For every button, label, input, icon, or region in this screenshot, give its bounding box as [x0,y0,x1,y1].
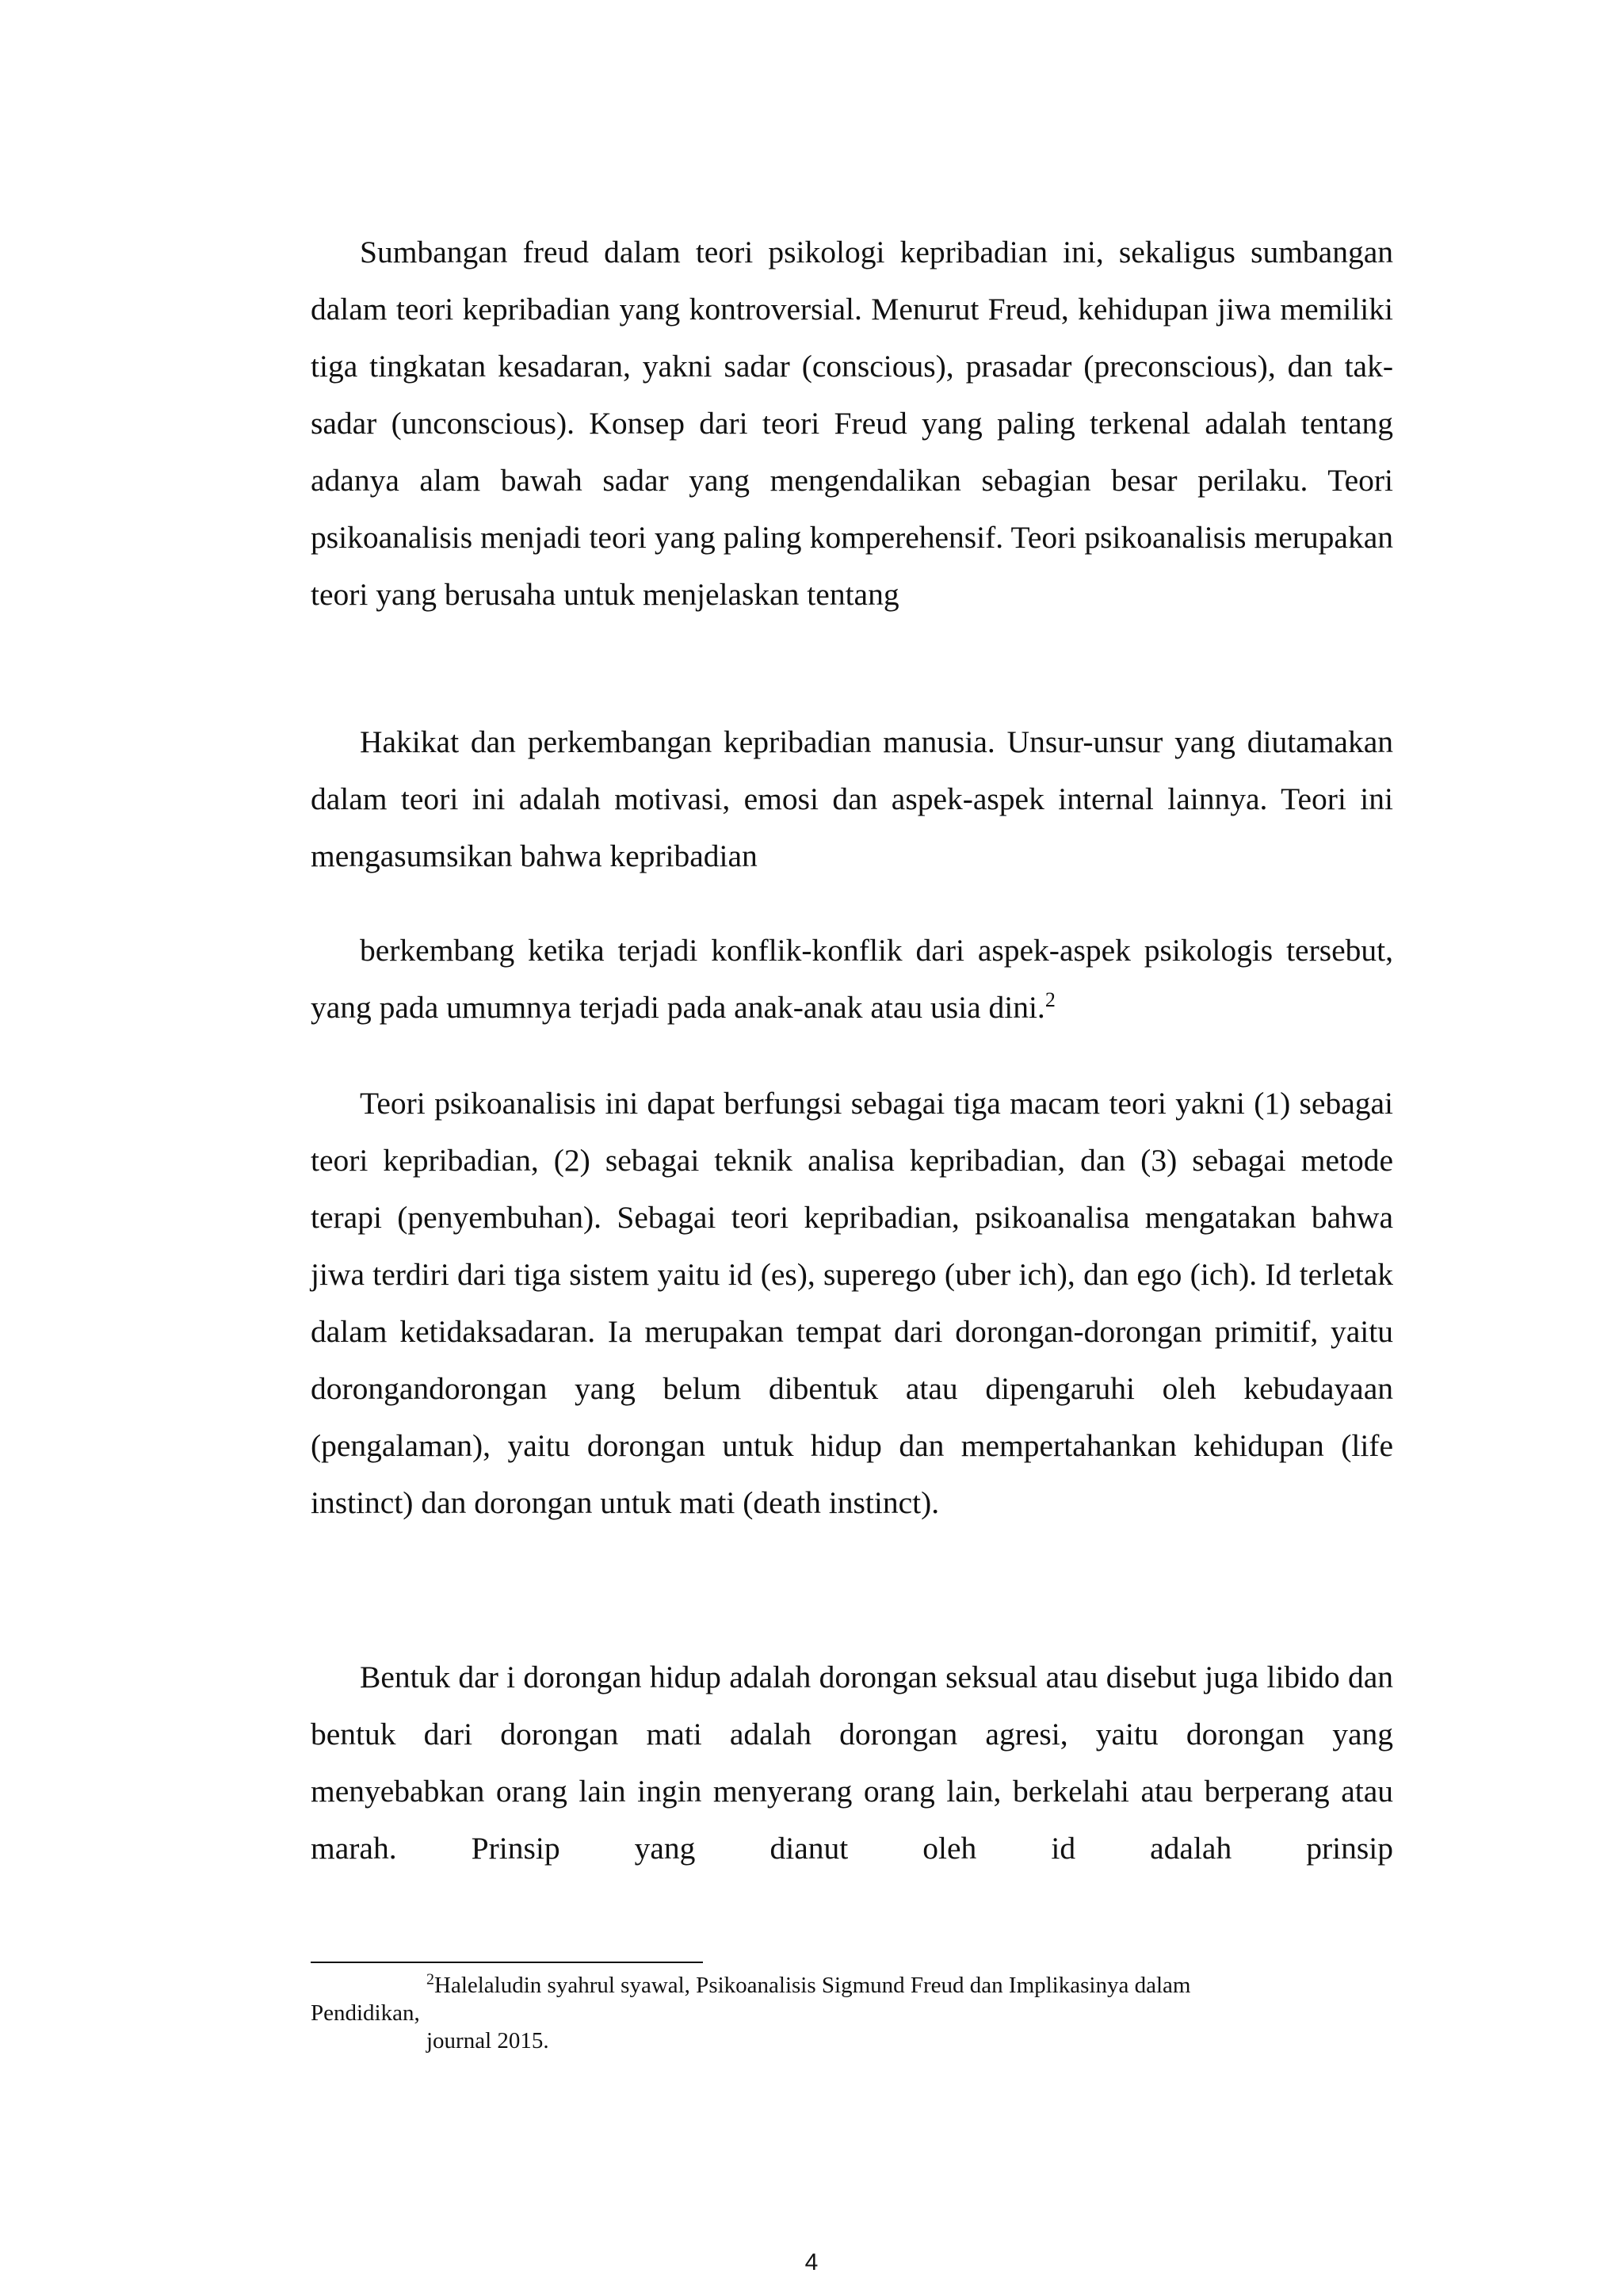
paragraph-3-container [311,922,1393,1036]
paragraph-3-text: berkembang ketika terjadi konflik-konflik dari aspek-aspek psikologis tersebut, yang pada umumnya terjadi pada anak-anak atau usia dini. [311,933,1393,1025]
footnote-line-2: Pendidikan, [311,2000,420,2026]
paragraph-4 [311,1075,1393,1531]
paragraph-1 [311,223,1393,623]
paragraph-3 [311,922,1393,1036]
footnote-line-1 [311,1972,1393,2000]
footnote-line-3: journal 2015. [426,2028,549,2053]
paragraph-5 [311,1648,1393,1877]
footnote-number: 2 [426,1970,434,1988]
paragraph-4-text: Teori psikoanalisis ini dapat berfungsi sebagai tiga macam teori yakni (1) sebagai teori kepribadian, (2) sebagai teknik analisa kepribadian, dan (3) sebagai metode terapi (penyembuhan). Sebagai teori kepribadian, psikoanalisa mengatakan bahwa jiwa terdiri dari tiga sistem yaitu id (es), superego (uber ich), dan ego (ich). Id terletak dalam ketidaksadaran. Ia merupakan tempat dari dorongan-dorongan primitif, yaitu dorongandorongan yang belum dibentuk atau dipengaruhi oleh kebudayaan (pengalaman), yaitu dorongan untuk hidup dan mempertahankan kehidupan (life instinct) dan dorongan untuk mati (death instinct). [311,1086,1393,1520]
footnote [311,1972,1393,2055]
footnote-reference: 2 [1044,988,1056,1011]
paragraph-1-text: Sumbangan freud dalam teori psikologi kepribadian ini, sekaligus sumbangan dalam teori kepribadian yang kontroversial. Menurut Freud, kehidupan jiwa memiliki tiga tingkatan kesadaran, yakni sadar (conscious), prasadar (preconscious), dan tak-sadar (unconscious). Konsep dari teori Freud yang paling terkenal adalah tentang adanya alam bawah sadar yang mengendalikan sebagian besar perilaku. Teori psikoanalisis menjadi teori yang paling komperehensif. Teori psikoanalisis merupakan teori yang berusaha untuk menjelaskan tentang [311,235,1393,612]
paragraph-5-text: Bentuk dar i dorongan hidup adalah dorongan seksual atau disebut juga libido dan bentuk dari dorongan mati adalah dorongan agresi, yaitu dorongan yang menyebabkan orang lain ingin menyerang orang lain, berkelahi atau berperang atau marah. Prinsip yang dianut oleh id adalah prinsip [311,1660,1393,1866]
paragraph-2-text: Hakikat dan perkembangan kepribadian manusia. Unsur-unsur yang diutamakan dalam teori ini adalah motivasi, emosi dan aspek-aspek internal lainnya. Teori ini mengasumsikan bahwa kepribadian [311,724,1393,873]
footnote-citation-text: Halelaludin syahrul syawal, Psikoanalisis Sigmund Freud dan Implikasinya dalam [434,1973,1191,1998]
paragraph-2 [311,713,1393,884]
footnote-separator [311,1962,703,1963]
page-number: 4 [804,2249,819,2275]
